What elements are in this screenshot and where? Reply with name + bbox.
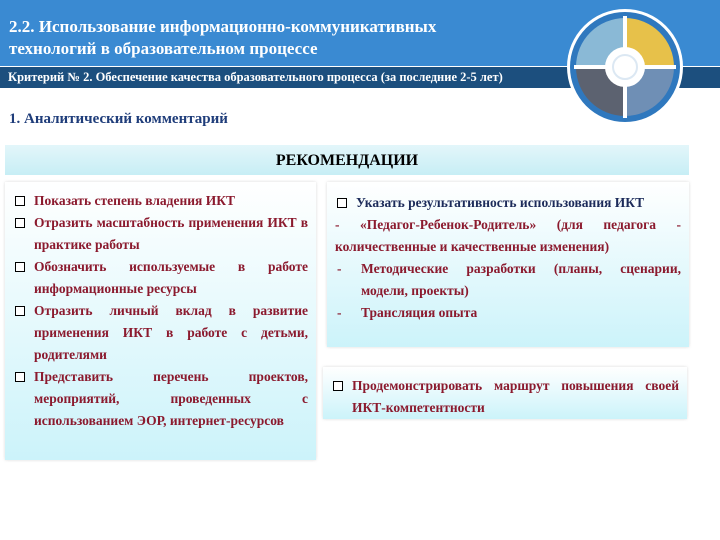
checkbox-bullet-icon <box>333 381 343 391</box>
list-item: Отразить личный вклад в развитие применения ИКТ в работе с детьми, родителями <box>13 300 308 366</box>
list-item: - «Педагог-Ребенок-Родитель» (для педагога - количественные и качественные изменения) <box>335 217 681 254</box>
section-heading: 1. Аналитический комментарий <box>9 111 228 127</box>
list-item: Продемонстрировать маршрут повышения своей ИКТ-компетентности <box>331 375 679 419</box>
list-item: - Трансляция опыта <box>335 302 681 324</box>
list-item: Указать результативность использования ИКТ <box>335 192 681 214</box>
checkbox-bullet-icon <box>15 306 25 316</box>
recommendations-header <box>5 145 689 175</box>
checkbox-bullet-icon <box>15 196 25 206</box>
checkbox-bullet-icon <box>15 262 25 272</box>
right-bottom-recommendations-box <box>323 367 687 419</box>
ring-logo-icon <box>566 8 684 126</box>
recommendations-title: РЕКОМЕНДАЦИИ <box>275 152 419 169</box>
left-recommendations-box <box>5 182 316 460</box>
list-item: Представить перечень проектов, мероприятий, проведенных с использованием ЭОР, интернет-ресурсов <box>13 366 308 432</box>
list-item: Показать степень владения ИКТ <box>13 190 308 212</box>
title-line-2: технологий в образовательном процессе <box>9 39 318 58</box>
criteria-text: Критерий № 2. Обеспечение качества образовательного процесса (за последние 2-5 лет) <box>8 70 503 84</box>
list-item: Обозначить используемые в работе информационные ресурсы <box>13 256 308 300</box>
list-item: Отразить масштабность применения ИКТ в практике работы <box>13 212 308 256</box>
checkbox-bullet-icon <box>15 372 25 382</box>
dash-marker: - <box>337 261 342 276</box>
dash-marker: - <box>337 305 342 320</box>
list-item: - Методические разработки (планы, сценарии, модели, проекты) <box>335 258 681 302</box>
page-title <box>9 16 569 60</box>
checkbox-bullet-icon <box>337 198 347 208</box>
title-line-1: 2.2. Использование информационно-коммуникативных <box>9 17 437 36</box>
right-top-recommendations-box <box>327 182 689 347</box>
checkbox-bullet-icon <box>15 218 25 228</box>
